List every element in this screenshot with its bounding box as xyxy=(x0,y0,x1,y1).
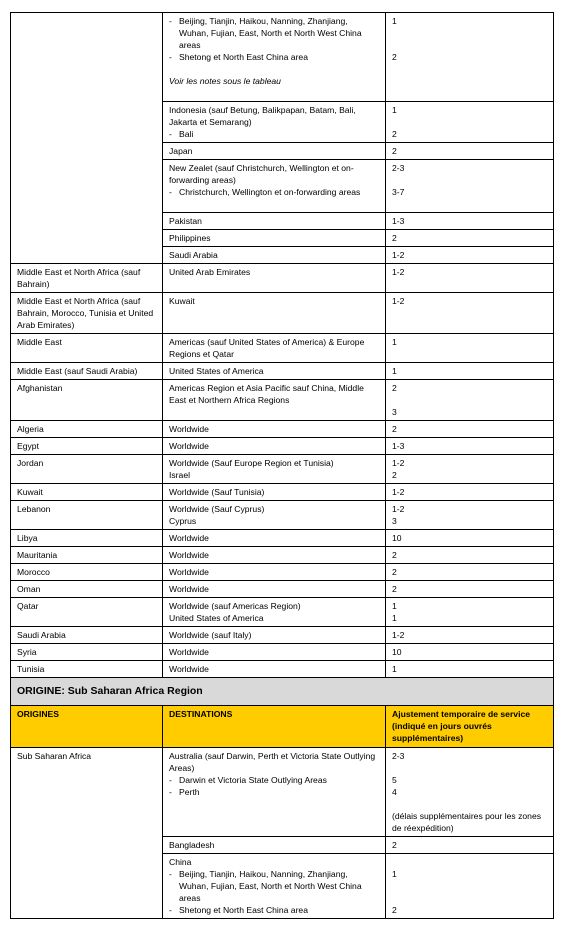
table-row xyxy=(11,13,554,102)
adjustment-cell xyxy=(386,438,554,455)
adjustment-cell xyxy=(386,13,554,102)
destination-text: Australia (sauf Darwin, Perth et Victoria State Outlying Areas) xyxy=(169,751,376,773)
destination-cell: Japan xyxy=(163,143,386,160)
adjustment-value: 2-3 xyxy=(392,163,405,173)
destination-text: Kuwait xyxy=(169,296,195,306)
destination-cell xyxy=(163,421,386,438)
table-row xyxy=(11,380,554,421)
origin-cell: Algeria xyxy=(11,421,163,438)
adjustment-value: 1 xyxy=(392,105,397,115)
adjustment-value: 5 xyxy=(392,775,397,785)
destination-cell xyxy=(163,102,386,143)
adjustment-cell xyxy=(386,644,554,661)
ssa-section xyxy=(11,678,554,919)
destination-text: Worldwide (Sauf Tunisia) xyxy=(169,487,265,497)
origin-cell: Middle East (sauf Saudi Arabia) xyxy=(11,363,163,380)
destination-cell xyxy=(163,160,386,213)
destination-cell xyxy=(163,581,386,598)
origin-cell: Lebanon xyxy=(11,501,163,530)
table-row xyxy=(11,644,554,661)
surcharge-table xyxy=(10,12,554,919)
adjustment-value: 1-2 xyxy=(392,487,405,497)
adjustment-cell xyxy=(386,530,554,547)
destination-cell xyxy=(163,264,386,293)
destination-cell xyxy=(163,530,386,547)
adjustment-value: 1-3 xyxy=(392,441,405,451)
destination-text: Americas (sauf United States of America) & Europe Regions et Qatar xyxy=(169,337,365,359)
table-note: Voir les notes sous le tableau xyxy=(169,76,281,86)
origin-cell: Afghanistan xyxy=(11,380,163,421)
destination-cell xyxy=(163,380,386,421)
destination-cell: Saudi Arabia xyxy=(163,247,386,264)
destination-cell xyxy=(163,363,386,380)
destination-text: Worldwide xyxy=(169,550,209,560)
adjustment-value: 1 xyxy=(392,613,397,623)
adjustment-cell xyxy=(386,598,554,627)
adjustment-cell: 2 xyxy=(386,837,554,854)
destination-cell xyxy=(163,293,386,334)
adjustment-value: 2 xyxy=(392,52,397,62)
destination-cell xyxy=(163,484,386,501)
destination-cell xyxy=(163,627,386,644)
destination-cell: Pakistan xyxy=(163,213,386,230)
destination-text: Cyprus xyxy=(169,516,197,526)
adjustment-cell xyxy=(386,160,554,213)
adjustment-value: 2 xyxy=(392,424,397,434)
adjustment-cell xyxy=(386,334,554,363)
section-row xyxy=(11,678,554,706)
adjustment-cell xyxy=(386,564,554,581)
list-item: - Beijing, Tianjin, Haikou, Nanning, Zhanjiang, Wuhan, Fujian, East, North et North West China areas xyxy=(169,868,379,904)
adjustment-cell xyxy=(386,501,554,530)
table-row xyxy=(11,264,554,293)
adjustment-value: 1-2 xyxy=(392,458,405,468)
adjustment-value: 3 xyxy=(392,516,397,526)
adjustment-value: 3 xyxy=(392,407,397,417)
adjustment-value: 1 xyxy=(392,869,397,879)
adjustment-cell: 2 xyxy=(386,230,554,247)
adjustment-value: 2 xyxy=(392,567,397,577)
destination-cell: Philippines xyxy=(163,230,386,247)
table-row xyxy=(11,501,554,530)
table-row xyxy=(11,455,554,484)
origin-cell: Saudi Arabia xyxy=(11,627,163,644)
origin-cell: Egypt xyxy=(11,438,163,455)
table-row xyxy=(11,334,554,363)
header-destinations: DESTINATIONS xyxy=(163,706,386,748)
adjustment-value: 1 xyxy=(392,366,397,376)
origin-cell: Sub Saharan Africa xyxy=(11,748,163,919)
adjustment-cell xyxy=(386,293,554,334)
origin-cell: Middle East et North Africa (sauf Bahrain, Morocco, Tunisia et United Arab Emirates) xyxy=(11,293,163,334)
table-row xyxy=(11,598,554,627)
destination-cell: Bangladesh xyxy=(163,837,386,854)
header-adjustment: Ajustement temporaire de service (indiqué en jours ouvrés supplémentaires) xyxy=(386,706,554,748)
destination-text: Indonesia (sauf Betung, Balikpapan, Batam, Bali, Jakarta et Semarang) xyxy=(169,105,356,127)
table-row xyxy=(11,363,554,380)
table-note: (délais supplémentaires pour les zones de réexpédition) xyxy=(392,811,542,833)
destination-text: Americas Region et Asia Pacific sauf China, Middle East et Northern Africa Regions xyxy=(169,383,364,405)
adjustment-value: 1-2 xyxy=(392,267,405,277)
adjustment-cell xyxy=(386,484,554,501)
destination-text: United States of America xyxy=(169,366,264,376)
origin-cell: Middle East et North Africa (sauf Bahrain) xyxy=(11,264,163,293)
list-item: - Christchurch, Wellington et on-forwarding areas xyxy=(169,186,379,198)
adjustment-cell xyxy=(386,581,554,598)
table-row xyxy=(11,530,554,547)
destination-cell xyxy=(163,334,386,363)
destination-cell xyxy=(163,547,386,564)
origin-cell-continued xyxy=(11,13,163,264)
origin-cell: Syria xyxy=(11,644,163,661)
adjustment-value: 4 xyxy=(392,787,397,797)
header-origins: ORIGINES xyxy=(11,706,163,748)
adjustment-value: 1-2 xyxy=(392,504,405,514)
destination-text: New Zealet (sauf Christchurch, Wellington et on-forwarding areas) xyxy=(169,163,354,185)
origin-cell: Mauritania xyxy=(11,547,163,564)
adjustment-cell xyxy=(386,627,554,644)
adjustment-cell: 2 xyxy=(386,143,554,160)
adjustment-value: 2 xyxy=(392,129,397,139)
destination-text: Worldwide (sauf Italy) xyxy=(169,630,252,640)
destination-text: Worldwide xyxy=(169,533,209,543)
list-item: - Darwin et Victoria State Outlying Areas xyxy=(169,774,379,786)
adjustment-cell xyxy=(386,102,554,143)
table-row xyxy=(11,421,554,438)
table-row xyxy=(11,748,554,837)
list-item: - Beijing, Tianjin, Haikou, Nanning, Zhanjiang, Wuhan, Fujian, East, North et North West China areas xyxy=(169,15,379,51)
adjustment-cell xyxy=(386,748,554,837)
destination-text: China xyxy=(169,857,192,867)
adjustment-cell xyxy=(386,380,554,421)
destination-text: Worldwide xyxy=(169,584,209,594)
destination-cell xyxy=(163,455,386,484)
destination-cell xyxy=(163,598,386,627)
origin-cell: Oman xyxy=(11,581,163,598)
destination-text: United Arab Emirates xyxy=(169,267,251,277)
adjustment-cell xyxy=(386,363,554,380)
table-row xyxy=(11,484,554,501)
adjustment-cell xyxy=(386,547,554,564)
adjustment-value: 10 xyxy=(392,533,402,543)
table-row xyxy=(11,293,554,334)
adjustment-cell xyxy=(386,455,554,484)
origin-cell: Middle East xyxy=(11,334,163,363)
adjustment-value: 2 xyxy=(392,905,397,915)
adjustment-value: 2 xyxy=(392,383,397,393)
destination-text: Worldwide xyxy=(169,567,209,577)
origin-cell: Qatar xyxy=(11,598,163,627)
adjustment-value: 1 xyxy=(392,337,397,347)
adjustment-cell: 1-2 xyxy=(386,247,554,264)
table-row xyxy=(11,547,554,564)
table-row xyxy=(11,661,554,678)
destination-text: Worldwide xyxy=(169,441,209,451)
adjustment-cell: 1-3 xyxy=(386,213,554,230)
table-row xyxy=(11,627,554,644)
adjustment-value: 1-2 xyxy=(392,630,405,640)
adjustment-value: 1 xyxy=(392,664,397,674)
destination-text: Worldwide xyxy=(169,647,209,657)
adjustment-value xyxy=(392,394,547,406)
origin-cell: Jordan xyxy=(11,455,163,484)
destination-text: Israel xyxy=(169,470,191,480)
adjustment-value: 10 xyxy=(392,647,402,657)
header-row xyxy=(11,706,554,748)
adjustment-value: 2 xyxy=(392,470,397,480)
table-row xyxy=(11,438,554,455)
destination-cell xyxy=(163,748,386,837)
adjustment-cell xyxy=(386,661,554,678)
list-item: - Perth xyxy=(169,786,379,798)
adjustment-value: 3-7 xyxy=(392,187,405,197)
adjustment-value: 2 xyxy=(392,550,397,560)
destination-cell xyxy=(163,501,386,530)
adjustment-value: 1 xyxy=(392,601,397,611)
list-item: - Shetong et North East China area xyxy=(169,51,379,63)
list-item: - Bali xyxy=(169,128,379,140)
origin-cell: Libya xyxy=(11,530,163,547)
origin-cell: Kuwait xyxy=(11,484,163,501)
destination-cell xyxy=(163,644,386,661)
adjustment-value: 1 xyxy=(392,16,397,26)
destination-cell xyxy=(163,661,386,678)
adjustment-cell xyxy=(386,421,554,438)
destination-cell xyxy=(163,13,386,102)
adjustment-value: 2-3 xyxy=(392,751,405,761)
table-row xyxy=(11,564,554,581)
table-row xyxy=(11,581,554,598)
destination-text: Worldwide (sauf Americas Region) xyxy=(169,601,301,611)
list-item: - Shetong et North East China area xyxy=(169,904,379,916)
adjustment-cell xyxy=(386,264,554,293)
destination-cell xyxy=(163,438,386,455)
table-body xyxy=(11,13,554,678)
destination-text: United States of America xyxy=(169,613,264,623)
destination-text: Worldwide xyxy=(169,424,209,434)
origin-cell: Morocco xyxy=(11,564,163,581)
section-title: ORIGINE: Sub Saharan Africa Region xyxy=(11,678,554,706)
destination-text: Worldwide xyxy=(169,664,209,674)
adjustment-value: 1-2 xyxy=(392,296,405,306)
adjustment-cell xyxy=(386,854,554,919)
destination-cell xyxy=(163,564,386,581)
destination-text: Worldwide (Sauf Europe Region et Tunisia) xyxy=(169,458,334,468)
destination-text: Worldwide (Sauf Cyprus) xyxy=(169,504,265,514)
origin-cell: Tunisia xyxy=(11,661,163,678)
destination-cell xyxy=(163,854,386,919)
adjustment-value: 2 xyxy=(392,584,397,594)
